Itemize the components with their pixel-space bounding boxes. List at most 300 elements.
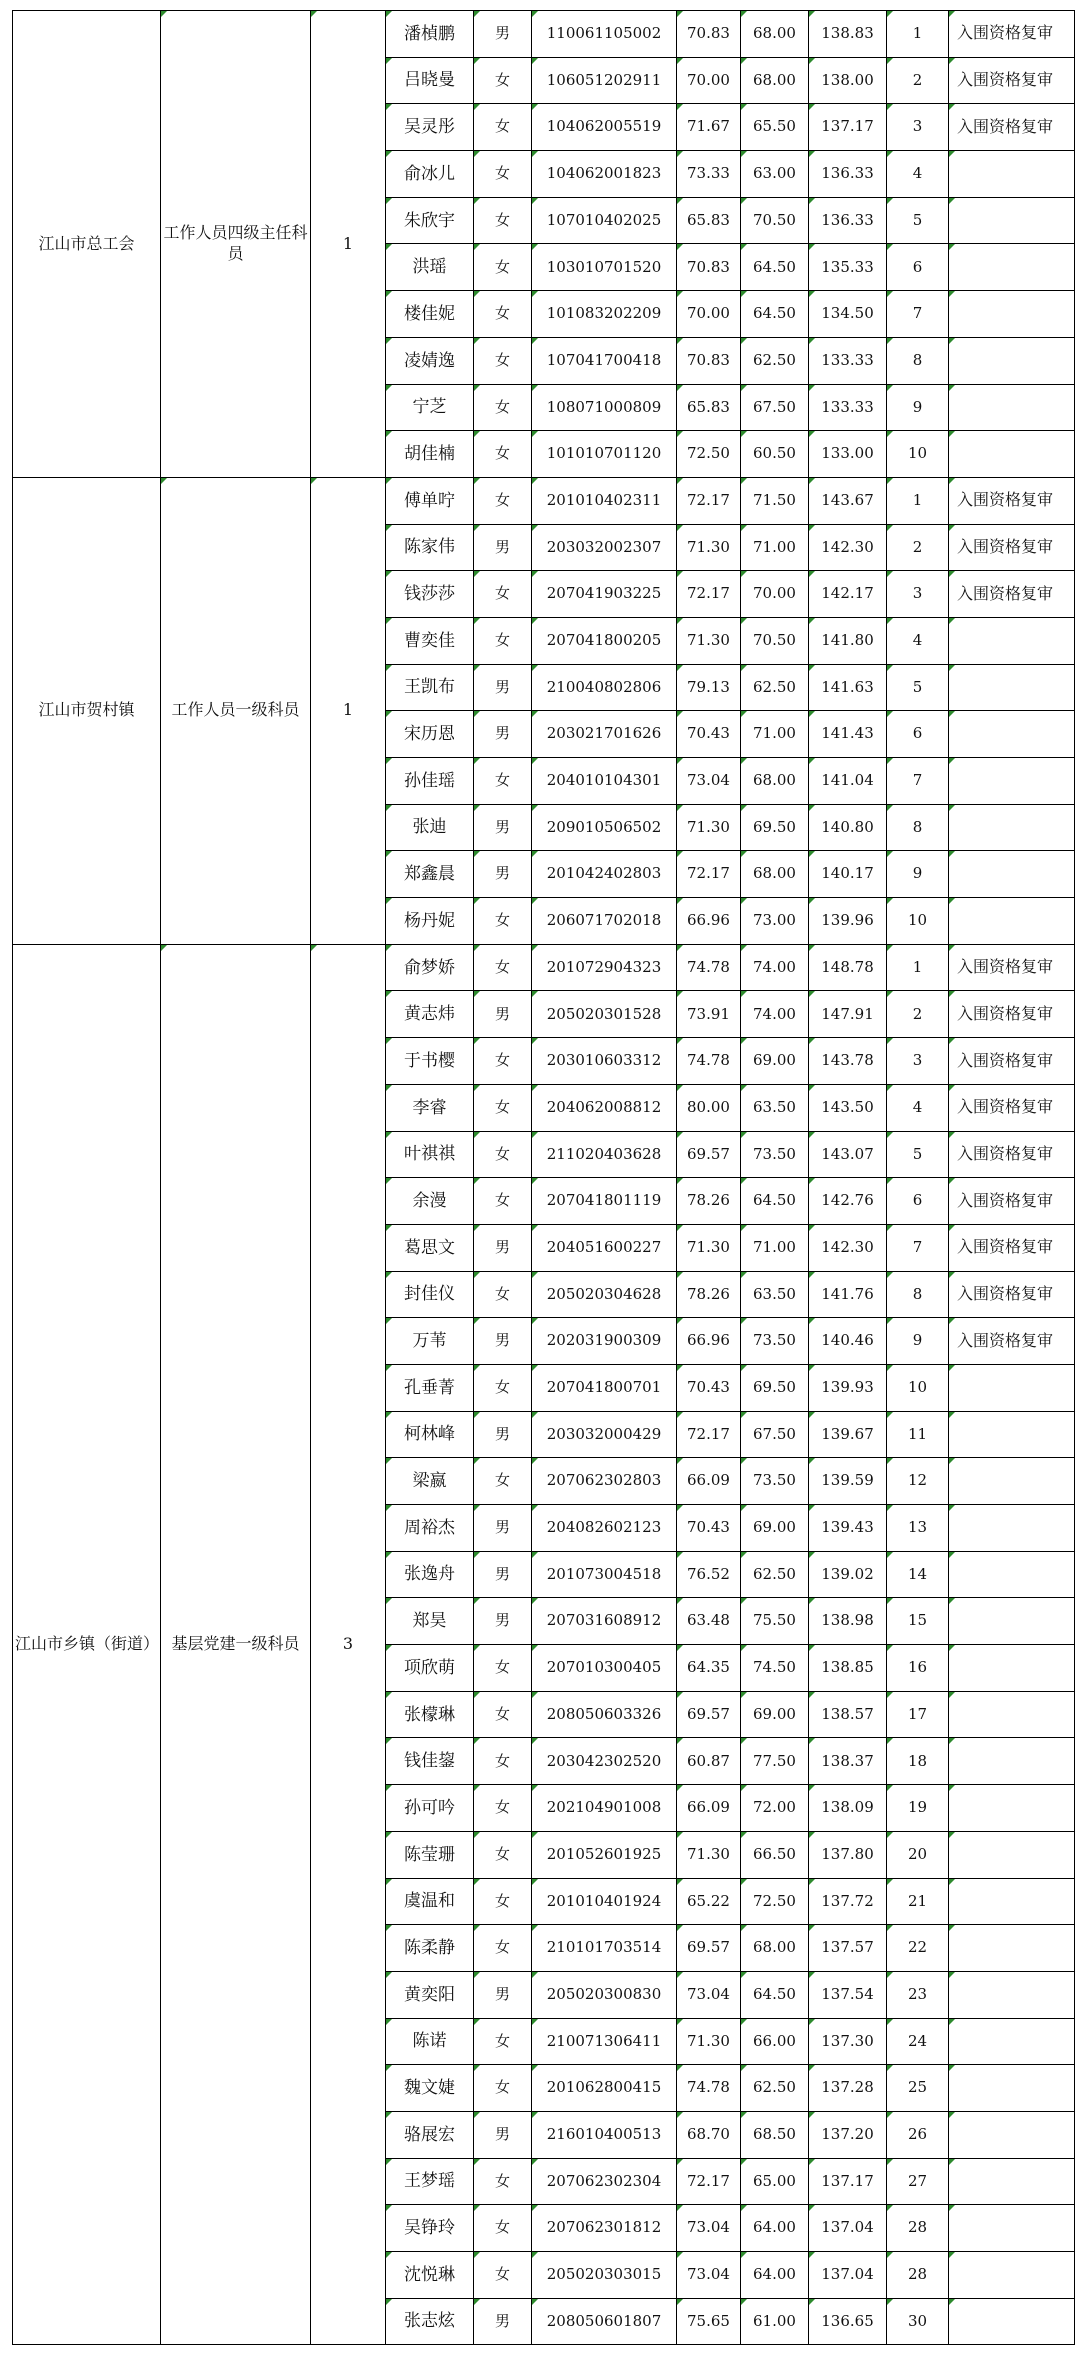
exam-number: 207062302803 (532, 1458, 677, 1505)
written-score-2: 64.50 (741, 1178, 809, 1225)
candidate-gender: 女 (474, 1364, 532, 1411)
candidate-gender: 女 (474, 2065, 532, 2112)
remark: 入围资格复审 (949, 1131, 1075, 1178)
exam-number: 108071000809 (532, 384, 677, 431)
remark: 入围资格复审 (949, 1038, 1075, 1085)
rank: 13 (887, 1505, 949, 1552)
written-score-2: 62.50 (741, 1551, 809, 1598)
written-score-2: 68.50 (741, 2111, 809, 2158)
remark (949, 1458, 1075, 1505)
remark (949, 2111, 1075, 2158)
written-score-1: 74.78 (677, 2065, 741, 2112)
candidate-gender: 女 (474, 617, 532, 664)
written-score-1: 70.00 (677, 57, 741, 104)
exam-number: 208050603326 (532, 1691, 677, 1738)
written-score-1: 72.17 (677, 571, 741, 618)
remark: 入围资格复审 (949, 524, 1075, 571)
written-score-1: 70.43 (677, 1505, 741, 1552)
position-name: 基层党建一级科员 (161, 944, 311, 2345)
exam-number: 207062301812 (532, 2205, 677, 2252)
candidate-name: 宁芝 (386, 384, 474, 431)
candidate-name: 柯林峰 (386, 1411, 474, 1458)
written-score-1: 66.09 (677, 1458, 741, 1505)
remark: 入围资格复审 (949, 1178, 1075, 1225)
total-score: 138.00 (809, 57, 887, 104)
candidate-gender: 女 (474, 571, 532, 618)
remark (949, 197, 1075, 244)
rank: 24 (887, 2018, 949, 2065)
written-score-1: 71.30 (677, 2018, 741, 2065)
candidate-name: 陈莹珊 (386, 1831, 474, 1878)
remark: 入围资格复审 (949, 1271, 1075, 1318)
rank: 4 (887, 1084, 949, 1131)
candidate-name: 俞冰儿 (386, 151, 474, 198)
total-score: 133.33 (809, 337, 887, 384)
written-score-2: 68.00 (741, 1925, 809, 1972)
exam-number: 204062008812 (532, 1084, 677, 1131)
rank: 19 (887, 1785, 949, 1832)
written-score-1: 70.43 (677, 1364, 741, 1411)
exam-number: 107041700418 (532, 337, 677, 384)
score-sheet (12, 10, 1074, 2345)
written-score-2: 74.50 (741, 1645, 809, 1692)
exam-number: 216010400513 (532, 2111, 677, 2158)
remark (949, 758, 1075, 805)
exam-number: 101010701120 (532, 431, 677, 478)
remark: 入围资格复审 (949, 477, 1075, 524)
candidate-gender: 男 (474, 804, 532, 851)
written-score-1: 76.52 (677, 1551, 741, 1598)
rank: 2 (887, 524, 949, 571)
exam-number: 203042302520 (532, 1738, 677, 1785)
written-score-1: 71.30 (677, 804, 741, 851)
exam-number: 110061105002 (532, 11, 677, 58)
written-score-1: 74.78 (677, 944, 741, 991)
remark (949, 804, 1075, 851)
exam-number: 211020403628 (532, 1131, 677, 1178)
exam-number: 207041800205 (532, 617, 677, 664)
written-score-1: 69.57 (677, 1925, 741, 1972)
exam-number: 206071702018 (532, 898, 677, 945)
written-score-2: 68.00 (741, 11, 809, 58)
rank: 25 (887, 2065, 949, 2112)
written-score-2: 74.00 (741, 944, 809, 991)
exam-number: 207041800701 (532, 1364, 677, 1411)
written-score-2: 64.50 (741, 291, 809, 338)
written-score-2: 64.00 (741, 2252, 809, 2299)
total-score: 138.98 (809, 1598, 887, 1645)
candidate-gender: 男 (474, 2111, 532, 2158)
candidate-gender: 女 (474, 291, 532, 338)
rank: 16 (887, 1645, 949, 1692)
remark (949, 151, 1075, 198)
table-row (13, 11, 1075, 58)
rank: 6 (887, 1178, 949, 1225)
written-score-2: 68.00 (741, 758, 809, 805)
exam-number: 203032002307 (532, 524, 677, 571)
candidate-gender: 女 (474, 1131, 532, 1178)
total-score: 138.57 (809, 1691, 887, 1738)
remark (949, 1971, 1075, 2018)
total-score: 138.37 (809, 1738, 887, 1785)
candidate-name: 吴铮玲 (386, 2205, 474, 2252)
total-score: 141.80 (809, 617, 887, 664)
candidate-gender: 女 (474, 1458, 532, 1505)
rank: 30 (887, 2298, 949, 2345)
written-score-1: 74.78 (677, 1038, 741, 1085)
rank: 20 (887, 1831, 949, 1878)
candidate-name: 郑鑫晨 (386, 851, 474, 898)
total-score: 139.43 (809, 1505, 887, 1552)
total-score: 134.50 (809, 291, 887, 338)
total-score: 137.17 (809, 104, 887, 151)
candidate-name: 孙可吟 (386, 1785, 474, 1832)
remark (949, 2298, 1075, 2345)
candidate-gender: 女 (474, 2018, 532, 2065)
exam-number: 201010402311 (532, 477, 677, 524)
written-score-1: 66.96 (677, 898, 741, 945)
candidate-gender: 女 (474, 1785, 532, 1832)
exam-number: 201062800415 (532, 2065, 677, 2112)
candidate-name: 魏文婕 (386, 2065, 474, 2112)
rank: 14 (887, 1551, 949, 1598)
rank: 11 (887, 1411, 949, 1458)
remark (949, 1878, 1075, 1925)
written-score-1: 73.04 (677, 2205, 741, 2252)
candidate-name: 凌婧逸 (386, 337, 474, 384)
candidate-gender: 女 (474, 1645, 532, 1692)
written-score-1: 65.83 (677, 384, 741, 431)
remark (949, 1831, 1075, 1878)
exam-number: 104062005519 (532, 104, 677, 151)
rank: 9 (887, 384, 949, 431)
remark (949, 337, 1075, 384)
remark: 入围资格复审 (949, 11, 1075, 58)
written-score-1: 72.17 (677, 1411, 741, 1458)
rank: 4 (887, 617, 949, 664)
total-score: 137.20 (809, 2111, 887, 2158)
written-score-2: 75.50 (741, 1598, 809, 1645)
rank: 1 (887, 944, 949, 991)
rank: 3 (887, 1038, 949, 1085)
remark: 入围资格复审 (949, 991, 1075, 1038)
table-row (13, 477, 1075, 524)
exam-number: 204051600227 (532, 1224, 677, 1271)
candidate-name: 洪瑶 (386, 244, 474, 291)
written-score-2: 65.00 (741, 2158, 809, 2205)
rank: 2 (887, 57, 949, 104)
candidate-gender: 男 (474, 1551, 532, 1598)
rank: 26 (887, 2111, 949, 2158)
exam-number: 207041801119 (532, 1178, 677, 1225)
written-score-2: 66.50 (741, 1831, 809, 1878)
exam-number: 207010300405 (532, 1645, 677, 1692)
rank: 8 (887, 804, 949, 851)
written-score-2: 74.00 (741, 991, 809, 1038)
rank: 6 (887, 711, 949, 758)
candidate-gender: 女 (474, 104, 532, 151)
candidate-name: 杨丹妮 (386, 898, 474, 945)
rank: 5 (887, 1131, 949, 1178)
candidate-name: 陈诺 (386, 2018, 474, 2065)
candidate-name: 陈柔静 (386, 1925, 474, 1972)
rank: 28 (887, 2252, 949, 2299)
rank: 1 (887, 11, 949, 58)
candidate-gender: 女 (474, 1738, 532, 1785)
candidate-name: 于书樱 (386, 1038, 474, 1085)
rank: 8 (887, 337, 949, 384)
exam-number: 207031608912 (532, 1598, 677, 1645)
rank: 10 (887, 1364, 949, 1411)
candidate-name: 郑昊 (386, 1598, 474, 1645)
exam-number: 204082602123 (532, 1505, 677, 1552)
rank: 8 (887, 1271, 949, 1318)
unit-name: 江山市总工会 (13, 11, 161, 478)
rank: 17 (887, 1691, 949, 1738)
candidate-name: 封佳仪 (386, 1271, 474, 1318)
candidate-name: 孔垂菁 (386, 1364, 474, 1411)
candidate-name: 胡佳楠 (386, 431, 474, 478)
remark: 入围资格复审 (949, 1224, 1075, 1271)
written-score-2: 69.50 (741, 804, 809, 851)
hire-quota: 1 (311, 477, 386, 944)
written-score-1: 72.17 (677, 477, 741, 524)
candidate-name: 黄奕阳 (386, 1971, 474, 2018)
rank: 1 (887, 477, 949, 524)
candidate-gender: 男 (474, 851, 532, 898)
total-score: 133.00 (809, 431, 887, 478)
candidate-gender: 女 (474, 431, 532, 478)
rank: 7 (887, 291, 949, 338)
candidate-name: 钱莎莎 (386, 571, 474, 618)
total-score: 139.02 (809, 1551, 887, 1598)
exam-number: 210040802806 (532, 664, 677, 711)
candidate-name: 陈家伟 (386, 524, 474, 571)
total-score: 137.30 (809, 2018, 887, 2065)
candidate-name: 傅单咛 (386, 477, 474, 524)
candidate-name: 梁嬴 (386, 1458, 474, 1505)
remark (949, 2018, 1075, 2065)
written-score-1: 73.91 (677, 991, 741, 1038)
hire-quota: 1 (311, 11, 386, 478)
remark (949, 1925, 1075, 1972)
candidate-name: 钱佳鋆 (386, 1738, 474, 1785)
written-score-2: 69.00 (741, 1038, 809, 1085)
total-score: 138.09 (809, 1785, 887, 1832)
remark (949, 2065, 1075, 2112)
written-score-2: 63.50 (741, 1271, 809, 1318)
written-score-2: 72.50 (741, 1878, 809, 1925)
remark: 入围资格复审 (949, 1318, 1075, 1365)
candidate-gender: 女 (474, 1084, 532, 1131)
remark (949, 1691, 1075, 1738)
written-score-2: 65.50 (741, 104, 809, 151)
candidate-name: 沈悦琳 (386, 2252, 474, 2299)
rank: 9 (887, 1318, 949, 1365)
written-score-2: 66.00 (741, 2018, 809, 2065)
written-score-1: 70.00 (677, 291, 741, 338)
exam-number: 210101703514 (532, 1925, 677, 1972)
exam-number: 205020301528 (532, 991, 677, 1038)
written-score-2: 63.00 (741, 151, 809, 198)
rank: 6 (887, 244, 949, 291)
candidate-gender: 女 (474, 57, 532, 104)
candidate-gender: 女 (474, 151, 532, 198)
remark (949, 1598, 1075, 1645)
unit-name: 江山市贺村镇 (13, 477, 161, 944)
rank: 7 (887, 1224, 949, 1271)
total-score: 138.85 (809, 1645, 887, 1692)
candidate-name: 曹奕佳 (386, 617, 474, 664)
total-score: 139.96 (809, 898, 887, 945)
rank: 10 (887, 431, 949, 478)
candidate-gender: 女 (474, 1878, 532, 1925)
written-score-1: 78.26 (677, 1271, 741, 1318)
written-score-2: 62.50 (741, 337, 809, 384)
remark (949, 431, 1075, 478)
exam-number: 107010402025 (532, 197, 677, 244)
exam-number: 209010506502 (532, 804, 677, 851)
candidate-gender: 男 (474, 524, 532, 571)
candidate-gender: 女 (474, 197, 532, 244)
written-score-2: 64.50 (741, 244, 809, 291)
written-score-1: 70.83 (677, 244, 741, 291)
candidate-gender: 女 (474, 2252, 532, 2299)
written-score-2: 61.00 (741, 2298, 809, 2345)
candidate-gender: 女 (474, 1271, 532, 1318)
candidate-name: 王凯布 (386, 664, 474, 711)
candidate-gender: 女 (474, 384, 532, 431)
remark: 入围资格复审 (949, 1084, 1075, 1131)
candidate-gender: 女 (474, 2158, 532, 2205)
written-score-1: 70.83 (677, 11, 741, 58)
candidate-name: 葛思文 (386, 1224, 474, 1271)
written-score-2: 73.50 (741, 1318, 809, 1365)
remark (949, 1551, 1075, 1598)
rank: 10 (887, 898, 949, 945)
total-score: 142.76 (809, 1178, 887, 1225)
exam-number: 205020304628 (532, 1271, 677, 1318)
exam-number: 201073004518 (532, 1551, 677, 1598)
candidate-gender: 女 (474, 244, 532, 291)
remark (949, 1505, 1075, 1552)
rank: 2 (887, 991, 949, 1038)
candidate-gender: 男 (474, 711, 532, 758)
candidate-name: 王梦瑶 (386, 2158, 474, 2205)
candidate-name: 俞梦娇 (386, 944, 474, 991)
candidate-name: 张檬琳 (386, 1691, 474, 1738)
written-score-1: 70.43 (677, 711, 741, 758)
candidate-gender: 男 (474, 991, 532, 1038)
total-score: 137.04 (809, 2252, 887, 2299)
candidate-name: 黄志炜 (386, 991, 474, 1038)
written-score-1: 71.67 (677, 104, 741, 151)
remark: 入围资格复审 (949, 944, 1075, 991)
results-body (13, 11, 1075, 2345)
exam-number: 203010603312 (532, 1038, 677, 1085)
total-score: 142.17 (809, 571, 887, 618)
candidate-name: 万苇 (386, 1318, 474, 1365)
written-score-1: 63.48 (677, 1598, 741, 1645)
candidate-gender: 男 (474, 1598, 532, 1645)
written-score-2: 68.00 (741, 851, 809, 898)
candidate-gender: 男 (474, 1411, 532, 1458)
exam-number: 201042402803 (532, 851, 677, 898)
remark (949, 1738, 1075, 1785)
rank: 21 (887, 1878, 949, 1925)
candidate-gender: 女 (474, 2205, 532, 2252)
written-score-1: 71.30 (677, 1224, 741, 1271)
written-score-1: 60.87 (677, 1738, 741, 1785)
results-table (12, 10, 1075, 2345)
total-score: 141.76 (809, 1271, 887, 1318)
total-score: 137.72 (809, 1878, 887, 1925)
written-score-2: 73.50 (741, 1131, 809, 1178)
remark: 入围资格复审 (949, 104, 1075, 151)
written-score-2: 70.00 (741, 571, 809, 618)
rank: 9 (887, 851, 949, 898)
remark (949, 291, 1075, 338)
exam-number: 204010104301 (532, 758, 677, 805)
written-score-1: 73.04 (677, 2252, 741, 2299)
total-score: 147.91 (809, 991, 887, 1038)
remark (949, 1364, 1075, 1411)
written-score-2: 69.00 (741, 1691, 809, 1738)
exam-number: 202031900309 (532, 1318, 677, 1365)
exam-number: 203021701626 (532, 711, 677, 758)
rank: 7 (887, 758, 949, 805)
total-score: 142.30 (809, 524, 887, 571)
total-score: 136.33 (809, 197, 887, 244)
remark: 入围资格复审 (949, 571, 1075, 618)
position-name: 工作人员四级主任科员 (161, 11, 311, 478)
written-score-2: 73.50 (741, 1458, 809, 1505)
candidate-gender: 女 (474, 944, 532, 991)
written-score-2: 68.00 (741, 57, 809, 104)
candidate-gender: 男 (474, 11, 532, 58)
candidate-name: 朱欣宇 (386, 197, 474, 244)
candidate-gender: 女 (474, 898, 532, 945)
candidate-name: 宋历恩 (386, 711, 474, 758)
written-score-1: 71.30 (677, 1831, 741, 1878)
candidate-name: 张逸舟 (386, 1551, 474, 1598)
total-score: 142.30 (809, 1224, 887, 1271)
written-score-1: 69.57 (677, 1131, 741, 1178)
written-score-1: 72.17 (677, 851, 741, 898)
rank: 18 (887, 1738, 949, 1785)
candidate-name: 吴灵彤 (386, 104, 474, 151)
candidate-gender: 女 (474, 1831, 532, 1878)
remark (949, 2158, 1075, 2205)
remark (949, 1411, 1075, 1458)
exam-number: 205020303015 (532, 2252, 677, 2299)
written-score-2: 77.50 (741, 1738, 809, 1785)
total-score: 137.80 (809, 1831, 887, 1878)
remark (949, 1785, 1075, 1832)
exam-number: 106051202911 (532, 57, 677, 104)
total-score: 141.43 (809, 711, 887, 758)
written-score-1: 80.00 (677, 1084, 741, 1131)
exam-number: 210071306411 (532, 2018, 677, 2065)
rank: 27 (887, 2158, 949, 2205)
remark (949, 1645, 1075, 1692)
candidate-gender: 男 (474, 1318, 532, 1365)
written-score-2: 73.00 (741, 898, 809, 945)
exam-number: 208050601807 (532, 2298, 677, 2345)
written-score-2: 70.50 (741, 197, 809, 244)
total-score: 140.17 (809, 851, 887, 898)
written-score-1: 79.13 (677, 664, 741, 711)
